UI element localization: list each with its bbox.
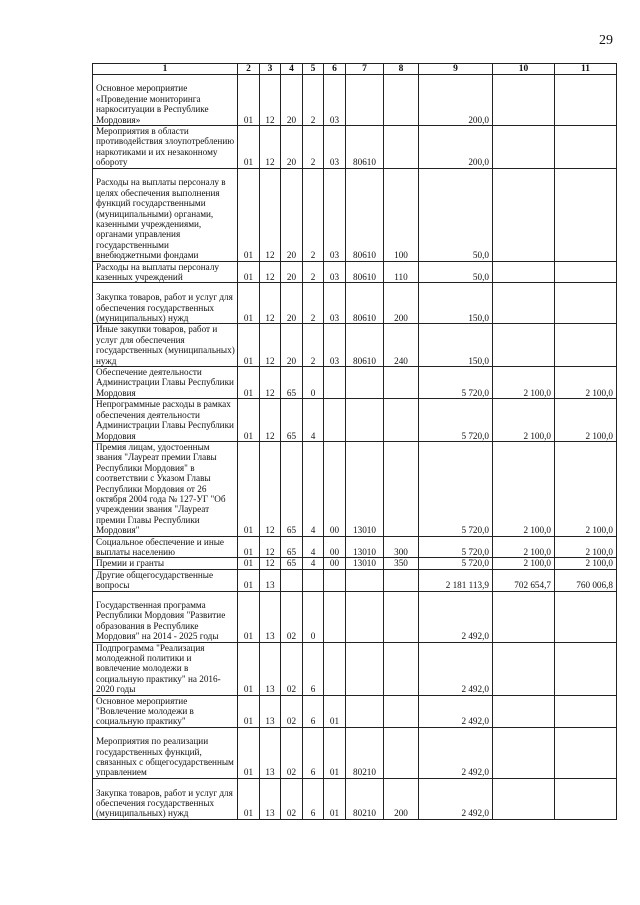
value-cell xyxy=(346,399,384,442)
value-cell xyxy=(493,261,555,283)
value-cell: 6 xyxy=(303,695,324,727)
value-cell: 200,0 xyxy=(419,126,493,169)
value-cell: 01 xyxy=(238,536,260,558)
table-row xyxy=(93,569,617,591)
value-cell: 110 xyxy=(384,261,419,283)
column-header: 5 xyxy=(303,64,324,75)
value-cell: 300 xyxy=(384,536,419,558)
value-cell xyxy=(555,695,617,727)
value-cell xyxy=(324,367,346,399)
value-cell: 2 100,0 xyxy=(555,558,617,569)
value-cell: 03 xyxy=(324,283,346,324)
value-cell: 01 xyxy=(238,283,260,324)
value-cell: 2 492,0 xyxy=(419,727,493,778)
value-cell: 12 xyxy=(260,324,281,367)
value-cell: 2 492,0 xyxy=(419,591,493,642)
value-cell: 2 xyxy=(303,324,324,367)
value-cell: 03 xyxy=(324,168,346,261)
value-cell: 01 xyxy=(238,558,260,569)
value-cell: 13 xyxy=(260,778,281,819)
column-header: 1 xyxy=(93,64,238,75)
table-row xyxy=(93,75,617,126)
value-cell: 2 100,0 xyxy=(493,536,555,558)
value-cell: 5 720,0 xyxy=(419,536,493,558)
row-name-cell: Расходы на выплаты персоналу в целях обеспечения выполнения функций государственными (муниципальными) органами, казенными учреждениями, органами управления государственными внебюджетными фондами xyxy=(93,168,238,261)
budget-table xyxy=(92,63,617,820)
value-cell xyxy=(324,642,346,695)
value-cell xyxy=(493,591,555,642)
value-cell: 02 xyxy=(281,642,303,695)
value-cell: 12 xyxy=(260,261,281,283)
table-row xyxy=(93,778,617,819)
value-cell: 2 xyxy=(303,75,324,126)
value-cell: 20 xyxy=(281,126,303,169)
value-cell: 200 xyxy=(384,778,419,819)
value-cell xyxy=(493,75,555,126)
value-cell xyxy=(384,591,419,642)
value-cell: 01 xyxy=(238,261,260,283)
value-cell: 01 xyxy=(238,695,260,727)
column-header: 8 xyxy=(384,64,419,75)
value-cell xyxy=(555,283,617,324)
table-row xyxy=(93,695,617,727)
value-cell xyxy=(384,399,419,442)
table-row xyxy=(93,399,617,442)
value-cell: 6 xyxy=(303,727,324,778)
value-cell: 01 xyxy=(238,569,260,591)
row-name-cell: Социальное обеспечение и иные выплаты населению xyxy=(93,536,238,558)
value-cell xyxy=(346,367,384,399)
value-cell: 01 xyxy=(238,591,260,642)
value-cell: 01 xyxy=(324,778,346,819)
value-cell: 2 492,0 xyxy=(419,778,493,819)
row-name-cell: Мероприятия в области противодействия злоупотреблению наркотиками и их незаконному обороту xyxy=(93,126,238,169)
value-cell: 00 xyxy=(324,558,346,569)
table-row xyxy=(93,441,617,536)
value-cell: 80610 xyxy=(346,168,384,261)
value-cell: 80610 xyxy=(346,126,384,169)
value-cell xyxy=(493,642,555,695)
value-cell: 12 xyxy=(260,75,281,126)
value-cell xyxy=(384,727,419,778)
row-name-cell: Мероприятия по реализации государственных функций, связанных с общегосударственным управлением xyxy=(93,727,238,778)
value-cell: 702 654,7 xyxy=(493,569,555,591)
value-cell: 00 xyxy=(324,536,346,558)
table-row xyxy=(93,727,617,778)
value-cell: 2 492,0 xyxy=(419,695,493,727)
value-cell: 01 xyxy=(238,399,260,442)
value-cell: 13010 xyxy=(346,558,384,569)
value-cell: 01 xyxy=(238,324,260,367)
value-cell: 01 xyxy=(238,367,260,399)
value-cell: 150,0 xyxy=(419,324,493,367)
column-header: 2 xyxy=(238,64,260,75)
value-cell: 50,0 xyxy=(419,261,493,283)
value-cell: 200 xyxy=(384,283,419,324)
header-row xyxy=(93,64,617,75)
value-cell xyxy=(346,591,384,642)
value-cell xyxy=(384,441,419,536)
column-header: 4 xyxy=(281,64,303,75)
value-cell: 12 xyxy=(260,441,281,536)
value-cell xyxy=(493,695,555,727)
value-cell xyxy=(384,642,419,695)
value-cell xyxy=(493,168,555,261)
value-cell: 13 xyxy=(260,569,281,591)
value-cell: 12 xyxy=(260,168,281,261)
value-cell: 02 xyxy=(281,778,303,819)
value-cell xyxy=(555,727,617,778)
value-cell: 0 xyxy=(303,591,324,642)
column-header: 9 xyxy=(419,64,493,75)
value-cell: 02 xyxy=(281,695,303,727)
value-cell: 80610 xyxy=(346,283,384,324)
value-cell xyxy=(555,126,617,169)
value-cell xyxy=(384,75,419,126)
row-name-cell: Расходы на выплаты персоналу казенных учреждений xyxy=(93,261,238,283)
value-cell xyxy=(493,778,555,819)
value-cell: 13 xyxy=(260,642,281,695)
value-cell xyxy=(493,324,555,367)
value-cell: 13010 xyxy=(346,536,384,558)
value-cell: 01 xyxy=(238,727,260,778)
value-cell xyxy=(384,126,419,169)
value-cell: 240 xyxy=(384,324,419,367)
value-cell xyxy=(346,695,384,727)
value-cell: 2 100,0 xyxy=(493,441,555,536)
value-cell: 13 xyxy=(260,695,281,727)
value-cell xyxy=(493,283,555,324)
value-cell: 2 100,0 xyxy=(555,367,617,399)
page-number: 29 xyxy=(599,33,613,48)
table-row xyxy=(93,367,617,399)
value-cell: 12 xyxy=(260,536,281,558)
value-cell: 12 xyxy=(260,399,281,442)
table-row xyxy=(93,558,617,569)
value-cell: 01 xyxy=(238,778,260,819)
value-cell: 80610 xyxy=(346,261,384,283)
value-cell: 6 xyxy=(303,778,324,819)
table-row xyxy=(93,126,617,169)
value-cell: 02 xyxy=(281,591,303,642)
table-row xyxy=(93,261,617,283)
column-header: 11 xyxy=(555,64,617,75)
value-cell: 2 xyxy=(303,283,324,324)
value-cell xyxy=(555,642,617,695)
table-row xyxy=(93,283,617,324)
value-cell: 01 xyxy=(238,126,260,169)
column-header: 6 xyxy=(324,64,346,75)
value-cell xyxy=(384,569,419,591)
value-cell xyxy=(493,727,555,778)
value-cell: 2 xyxy=(303,126,324,169)
value-cell: 2 100,0 xyxy=(555,536,617,558)
value-cell: 20 xyxy=(281,324,303,367)
value-cell: 2 xyxy=(303,261,324,283)
value-cell: 01 xyxy=(238,75,260,126)
value-cell: 13010 xyxy=(346,441,384,536)
column-header: 7 xyxy=(346,64,384,75)
value-cell: 760 006,8 xyxy=(555,569,617,591)
value-cell: 65 xyxy=(281,558,303,569)
row-name-cell: Государственная программа Республики Мордовия "Развитие образования в Республике Мордовия" на 2014 - 2025 годы xyxy=(93,591,238,642)
value-cell xyxy=(346,569,384,591)
row-name-cell: Подпрограмма "Реализация молодежной политики и вовлечение молодежи в социальную практику" на 2016-2020 годы xyxy=(93,642,238,695)
value-cell: 01 xyxy=(324,727,346,778)
value-cell: 0 xyxy=(303,367,324,399)
value-cell: 20 xyxy=(281,75,303,126)
value-cell: 2 492,0 xyxy=(419,642,493,695)
value-cell: 4 xyxy=(303,558,324,569)
value-cell: 5 720,0 xyxy=(419,367,493,399)
value-cell: 2 100,0 xyxy=(493,558,555,569)
value-cell: 13 xyxy=(260,727,281,778)
value-cell: 65 xyxy=(281,536,303,558)
value-cell xyxy=(555,778,617,819)
value-cell: 6 xyxy=(303,642,324,695)
row-name-cell: Закупка товаров, работ и услуг для обеспечения государственных (муниципальных) нужд xyxy=(93,778,238,819)
value-cell: 80610 xyxy=(346,324,384,367)
value-cell: 12 xyxy=(260,367,281,399)
value-cell xyxy=(384,695,419,727)
value-cell: 2 100,0 xyxy=(493,367,555,399)
row-name-cell: Премии и гранты xyxy=(93,558,238,569)
value-cell: 03 xyxy=(324,261,346,283)
value-cell: 150,0 xyxy=(419,283,493,324)
value-cell: 350 xyxy=(384,558,419,569)
column-header: 10 xyxy=(493,64,555,75)
value-cell: 100 xyxy=(384,168,419,261)
value-cell: 2 100,0 xyxy=(493,399,555,442)
value-cell: 50,0 xyxy=(419,168,493,261)
value-cell: 03 xyxy=(324,75,346,126)
value-cell xyxy=(555,168,617,261)
value-cell xyxy=(555,75,617,126)
value-cell xyxy=(303,569,324,591)
value-cell: 20 xyxy=(281,261,303,283)
row-name-cell: Непрограммные расходы в рамках обеспечения деятельности Администрации Главы Республики Мордовия xyxy=(93,399,238,442)
value-cell: 65 xyxy=(281,441,303,536)
value-cell xyxy=(324,399,346,442)
table-row xyxy=(93,536,617,558)
value-cell: 03 xyxy=(324,324,346,367)
value-cell: 80210 xyxy=(346,727,384,778)
value-cell: 01 xyxy=(238,441,260,536)
value-cell xyxy=(324,591,346,642)
row-name-cell: Премия лицам, удостоенным звания "Лауреат премии Главы Республики Мордовия" в соответствии с Указом Главы Республики Мордовия от 26 октября 2004 года № 127-УГ "Об учреждении звания "Лауреат премии Главы Республики Мордовия" xyxy=(93,441,238,536)
value-cell: 4 xyxy=(303,441,324,536)
row-name-cell: Основное мероприятие «Проведение мониторинга наркоситуации в Республике Мордовия» xyxy=(93,75,238,126)
value-cell xyxy=(346,75,384,126)
value-cell: 65 xyxy=(281,399,303,442)
value-cell: 5 720,0 xyxy=(419,441,493,536)
row-name-cell: Основное мероприятие "Вовлечение молодежи в социальную практику" xyxy=(93,695,238,727)
value-cell: 03 xyxy=(324,126,346,169)
table-row xyxy=(93,168,617,261)
value-cell: 5 720,0 xyxy=(419,399,493,442)
value-cell: 4 xyxy=(303,399,324,442)
value-cell: 2 100,0 xyxy=(555,399,617,442)
value-cell: 2 181 113,9 xyxy=(419,569,493,591)
row-name-cell: Закупка товаров, работ и услуг для обеспечения государственных (муниципальных) нужд xyxy=(93,283,238,324)
value-cell: 01 xyxy=(238,168,260,261)
value-cell: 12 xyxy=(260,558,281,569)
value-cell: 01 xyxy=(238,642,260,695)
value-cell: 00 xyxy=(324,441,346,536)
row-name-cell: Иные закупки товаров, работ и услуг для обеспечения государственных (муниципальных) нужд xyxy=(93,324,238,367)
value-cell: 200,0 xyxy=(419,75,493,126)
value-cell xyxy=(384,367,419,399)
column-header: 3 xyxy=(260,64,281,75)
row-name-cell: Другие общегосударственные вопросы xyxy=(93,569,238,591)
value-cell xyxy=(281,569,303,591)
value-cell xyxy=(555,324,617,367)
value-cell: 4 xyxy=(303,536,324,558)
value-cell xyxy=(555,261,617,283)
value-cell: 65 xyxy=(281,367,303,399)
value-cell xyxy=(324,569,346,591)
value-cell: 5 720,0 xyxy=(419,558,493,569)
value-cell: 2 100,0 xyxy=(555,441,617,536)
value-cell: 2 xyxy=(303,168,324,261)
value-cell xyxy=(346,642,384,695)
value-cell: 12 xyxy=(260,283,281,324)
value-cell: 02 xyxy=(281,727,303,778)
value-cell: 13 xyxy=(260,591,281,642)
value-cell: 80210 xyxy=(346,778,384,819)
table-row xyxy=(93,324,617,367)
value-cell: 20 xyxy=(281,283,303,324)
table-row xyxy=(93,591,617,642)
row-name-cell: Обеспечение деятельности Администрации Главы Республики Мордовия xyxy=(93,367,238,399)
value-cell: 20 xyxy=(281,168,303,261)
value-cell: 12 xyxy=(260,126,281,169)
value-cell xyxy=(493,126,555,169)
value-cell xyxy=(555,591,617,642)
value-cell: 01 xyxy=(324,695,346,727)
table-row xyxy=(93,642,617,695)
